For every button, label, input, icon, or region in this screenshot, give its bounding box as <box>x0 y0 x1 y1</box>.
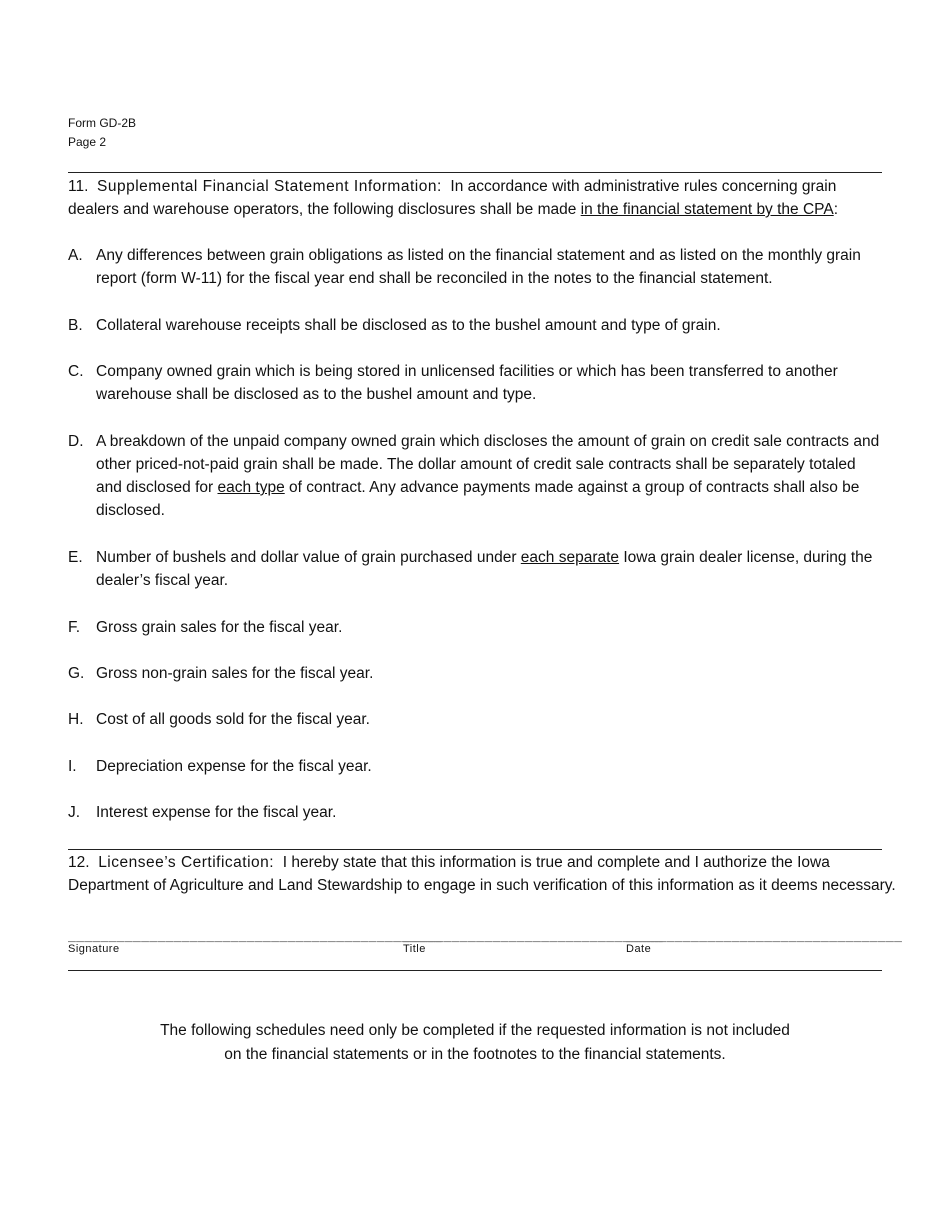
disclosure-item-segment: Interest expense for the fiscal year. <box>96 804 337 821</box>
disclosure-item <box>68 360 882 406</box>
form-id: Form GD-2B <box>68 116 137 130</box>
section-11-number: 11. <box>68 178 89 195</box>
disclosure-item-segment: Cost of all goods sold for the fiscal year. <box>96 711 370 728</box>
section-11-intro-end: : <box>833 201 839 218</box>
title-line[interactable]: ________________________________ <box>403 928 664 943</box>
date-label: Date <box>626 943 652 955</box>
disclosure-item-segment: Number of bushels and dollar value of grain purchased under <box>96 549 521 566</box>
disclosure-item-segment: A breakdown of the unpaid company owned grain which discloses the amount of grain on credit sale contracts and other priced-not-paid grain shall be made. The dollar amount of credit sale contracts shall be separately totaled and disclosed for <box>96 433 880 496</box>
signature-label: Signature <box>68 943 120 955</box>
disclosure-item <box>68 546 882 592</box>
disclosure-item-emphasis: each type <box>217 479 285 496</box>
disclosure-item-segment: of contract. Any advance payments made against a group of contracts shall also be disclosed. <box>96 479 860 519</box>
disclosure-item-letter: F. <box>68 619 81 636</box>
disclosure-item-segment: Gross non-grain sales for the fiscal year. <box>96 665 374 682</box>
section-12 <box>68 851 898 897</box>
page-number: Page 2 <box>68 135 107 149</box>
disclosure-item <box>68 314 882 337</box>
disclosure-item <box>68 616 882 639</box>
disclosure-item-letter: C. <box>68 363 84 380</box>
disclosure-item-letter: D. <box>68 433 84 450</box>
date-line[interactable]: __________________________________ <box>626 928 903 943</box>
disclosure-item-text <box>96 616 882 639</box>
disclosure-item-text <box>96 801 882 824</box>
form-header <box>68 114 136 152</box>
section-11-title: Supplemental Financial Statement Information: <box>97 178 442 195</box>
disclosure-item-text <box>96 755 882 778</box>
disclosure-item <box>68 755 882 778</box>
disclosure-item-text <box>96 360 882 406</box>
disclosure-item-text <box>96 546 882 592</box>
schedule-note <box>0 1019 950 1067</box>
disclosure-item <box>68 801 882 824</box>
disclosure-item-letter: E. <box>68 549 83 566</box>
disclosure-item <box>68 430 882 522</box>
disclosure-item-segment: Collateral warehouse receipts shall be disclosed as to the bushel amount and type of grain. <box>96 317 721 334</box>
disclosure-item-letter: H. <box>68 711 84 728</box>
disclosure-item-text <box>96 708 882 731</box>
title-label: Title <box>403 943 426 955</box>
section-12-title: Licensee’s Certification: <box>98 854 275 871</box>
disclosure-item-text <box>96 244 882 290</box>
disclosure-item-segment: Company owned grain which is being stored in unlicensed facilities or which has been transferred to another warehouse shall be disclosed as to the bushel amount and type. <box>96 363 838 403</box>
section-12-text: I hereby state that this information is true and complete and I authorize the Iowa Department of Agriculture and Land Stewardship to engage in such verification of this information as it deems necessary. <box>68 854 896 894</box>
section-11-intro-underlined: in the financial statement by the CPA <box>580 201 834 218</box>
disclosure-item-emphasis: each separate <box>520 549 620 566</box>
disclosure-item-segment: Gross grain sales for the fiscal year. <box>96 619 343 636</box>
disclosure-item-segment: Depreciation expense for the fiscal year. <box>96 758 372 775</box>
disclosure-item-segment: Any differences between grain obligations as listed on the financial statement and as listed on the monthly grain report (form W-11) for the fiscal year end shall be reconciled in the notes to the financial statement. <box>96 247 861 287</box>
section-11-intro: In accordance with administrative rules concerning grain dealers and warehouse operators, the following disclosures shall be made <box>68 178 837 218</box>
divider-top <box>68 172 882 173</box>
signature-line[interactable]: ______________________________________________ <box>68 928 442 943</box>
disclosure-item-text <box>96 314 882 337</box>
disclosure-item <box>68 708 882 731</box>
disclosure-item <box>68 244 882 290</box>
divider-middle <box>68 849 882 850</box>
schedule-note-line-1: The following schedules need only be completed if the requested information is not included <box>160 1022 790 1039</box>
disclosure-item-letter: A. <box>68 247 83 264</box>
disclosure-item-letter: J. <box>68 804 81 821</box>
disclosure-item <box>68 662 882 685</box>
disclosure-item-letter: B. <box>68 317 83 334</box>
section-11 <box>68 175 888 221</box>
disclosure-item-letter: I. <box>68 758 77 775</box>
section-12-number: 12. <box>68 854 90 871</box>
disclosure-item-text <box>96 430 882 522</box>
divider-bottom <box>68 970 882 971</box>
schedule-note-line-2: on the financial statements or in the footnotes to the financial statements. <box>224 1046 726 1063</box>
disclosure-item-text <box>96 662 882 685</box>
disclosure-item-segment: Iowa grain dealer license, during the dealer’s fiscal year. <box>96 549 873 589</box>
disclosure-item-letter: G. <box>68 665 85 682</box>
